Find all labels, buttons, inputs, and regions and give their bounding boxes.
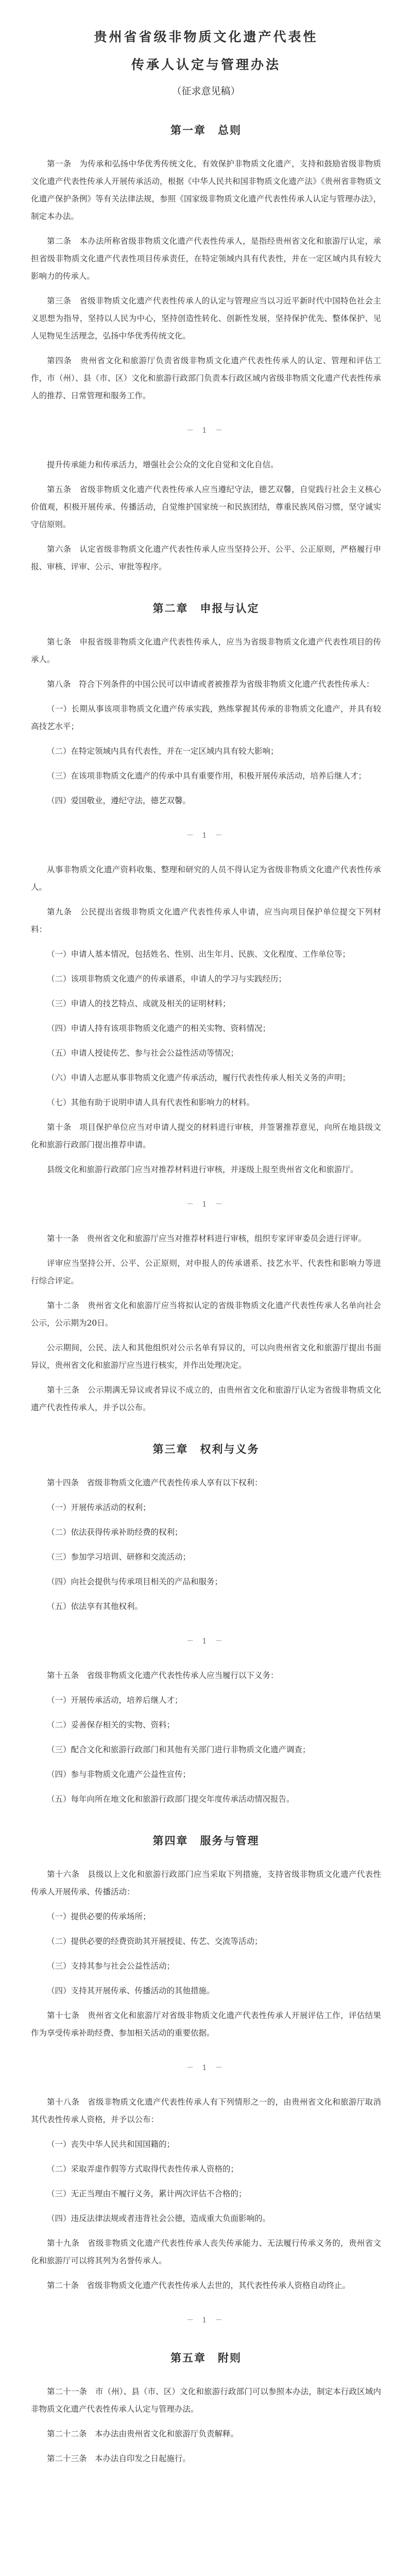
article-paragraph: 第二条 本办法所称省级非物质文化遗产代表性传承人，是指经贵州省文化和旅游厅认定，承担省级非物质文化遗产代表性项目传承责任，在特定领域内具有代表性，并在一定区域内具有较大影响力的传承人。 [31,236,381,281]
list-item: （四）申请人持有该项非物质文化遗产的相关实物、资料情况； [47,1024,271,1033]
article-paragraph: 第十九条 省级非物质文化遗产代表性传承人丧失传承能力、无法履行传承义务的，贵州省文化和旅游厅可以将其列为名誉传承人。 [31,2239,381,2265]
article-paragraph: 第一条 为传承和弘扬中华优秀传统文化，有效保护非物质文化遗产，支持和鼓励省级非物质文化遗产代表性传承人开展传承活动，根据《中华人民共和国非物质文化遗产法》《贵州省非物质文化遗产保护条例》等有关法律法规，参照《国家级非物质文化遗产代表性传承人认定与管理办法》，制定本办法。 [31,159,381,221]
article-paragraph: 评审应当坚持公开、公平、公正原则，对申报人的传承谱系、技艺水平、代表性和影响力等进行综合评定。 [31,1259,381,1285]
list-item: （二）提供必要的经费资助其开展授徒、传艺、交流等活动； [47,1937,263,1946]
page-number-separator: － 1 － [186,427,226,435]
article-paragraph: 第四条 贵州省文化和旅游厅负责省级非物质文化遗产代表性传承人的认定、管理和评估工作，市（州）、县（市、区）文化和旅游行政部门负责本行政区域内省级非物质文化遗产代表性传承人的推荐、日常管理和服务工作。 [31,356,381,400]
list-item: （二）该项非物质文化遗产的传承谱系，申请人的学习与实践经历； [47,974,287,984]
list-item: （三）参加学习培训、研修和交流活动； [47,1552,191,1562]
list-item: （一）申请人基本情况，包括姓名、性别、出生年月、民族、文化程度、工作单位等； [47,950,351,959]
list-item: （五）依法享有其他权利。 [47,1602,143,1611]
list-item: （三）配合文化和旅游行政部门和其他有关部门进行非物质文化遗产调查； [47,1745,311,1754]
article-paragraph: 第九条 公民提出省级非物质文化遗产代表性传承人申请，应当向项目保护单位提交下列材料： [31,907,381,934]
list-item: （二）依法获得传承补助经费的权利； [47,1528,183,1537]
chapter-heading-3: 第三章 权利与义务 [152,1443,260,1455]
article-paragraph: 第二十条 省级非物质文化遗产代表性传承人去世的，其代表性传承人资格自动终止。 [47,2281,351,2290]
list-item: （一）开展传承活动的权利； [47,1503,151,1512]
document-title-line-1: 贵州省省级非物质文化遗产代表性 [94,29,318,44]
list-item: （二）妥善保存相关的实物、资料； [47,1720,175,1730]
list-item: （一）提供必要的传承场所； [47,1912,151,1921]
document-subtitle: （征求意见稿） [171,86,241,97]
document-page [31,21,381,2475]
article-paragraph: 第十条 项目保护单位应当对申请人提交的材料进行审核，并签署推荐意见，向所在地县级文化和旅游行政部门提出推荐申请。 [31,1123,381,1149]
list-item: （六）申请人志愿从事非物质文化遗产传承活动，履行代表性传承人相关义务的声明； [47,1073,351,1082]
article-paragraph: 第六条 认定省级非物质文化遗产代表性传承人应当坚持公开、公平、公正原则，严格履行申报、审核、评审、公示、审批等程序。 [31,545,381,571]
list-item: （四）违反法律法规或者违背社会公德，造成重大负面影响的。 [47,2214,271,2223]
list-item: （四）爱国敬业，遵纪守法，德艺双馨。 [47,796,191,805]
article-paragraph: 第八条 符合下列条件的中国公民可以申请或者被推荐为省级非物质文化遗产代表性传承人： [47,680,374,689]
chapter-heading-5: 第五章 附则 [170,2351,242,2364]
list-item: （七）其他有助于说明申请人具有代表性和影响力的材料。 [47,1098,255,1107]
list-item: （二）采取弄虚作假等方式取得代表性传承人资格的； [47,2164,239,2174]
list-item: （二）在特定领域内具有代表性，并在一定区域内具有较大影响； [47,747,279,756]
article-paragraph: 第七条 申报省级非物质文化遗产代表性传承人，应当为省级非物质文化遗产代表性项目的传承人。 [31,637,381,664]
page-number-separator: － 1 － [186,2064,226,2072]
list-item: （四）向社会提供与传承项目相关的产品和服务； [47,1577,223,1586]
article-paragraph: 第十三条 公示期满无异议或者异议不成立的，由贵州省文化和旅游厅认定为省级非物质文化遗产代表性传承人，并予以公布。 [31,1385,381,1412]
article-paragraph: 提升传承能力和传承活力，增强社会公众的文化自觉和文化自信。 [47,460,279,469]
list-item: （四）支持其开展传承、传播活动的其他措施。 [47,1986,215,1995]
list-item: （五）每年向所在地文化和旅游行政部门提交年度传承活动情况报告。 [47,1794,295,1804]
article-paragraph: 第三条 省级非物质文化遗产代表性传承人的认定与管理应当以习近平新时代中国特色社会主义思想为指导，坚持以人民为中心，坚持创造性转化、创新性发展，坚持保护优先、整体保护、见人见物见生活理念，弘扬中华优秀传统文化。 [31,296,381,341]
chapter-heading-1: 第一章 总则 [170,124,242,137]
article-paragraph: 第二十二条 本办法由贵州省文化和旅游厅负责解释。 [47,2429,239,2438]
page-number-separator: － 1 － [186,832,226,840]
article-paragraph: 第十四条 省级非物质文化遗产代表性传承人享有以下权利： [47,1478,263,1487]
list-item: （三）申请人的技艺特点、成就及相关的证明材料； [47,999,231,1008]
document-title-line-2: 传承人认定与管理办法 [131,57,281,72]
article-paragraph: 第十八条 省级非物质文化遗产代表性传承人有下列情形之一的，由贵州省文化和旅游厅取消其代表性传承人资格，并予以公布： [31,2097,381,2124]
chapter-heading-4: 第四章 服务与管理 [152,1834,260,1847]
article-paragraph: 第十二条 贵州省文化和旅游厅应当将拟认定的省级非物质文化遗产代表性传承人名单向社会公示，公示期为20日。 [31,1301,381,1328]
page-number-separator: － 1 － [186,1637,226,1646]
chapter-heading-2: 第二章 申报与认定 [152,602,260,615]
list-item: （三）支持其参与社会公益性活动； [47,1961,175,1971]
article-paragraph: 公示期间，公民、法人和其他组织对公示名单有异议的，可以向贵州省文化和旅游厅提出书面异议，贵州省文化和旅游厅应当进行核实，并作出处理决定。 [31,1343,381,1370]
page-number-separator: － 1 － [186,2316,226,2325]
article-paragraph: 第十七条 贵州省文化和旅游厅对省级非物质文化遗产代表性传承人开展评估工作，评估结果作为享受传承补助经费、参加相关活动的重要依据。 [31,2011,381,2038]
article-paragraph: 第二十三条 本办法自印发之日起施行。 [47,2454,191,2463]
article-paragraph: 第十五条 省级非物质文化遗产代表性传承人应当履行以下义务： [47,1671,279,1680]
list-item: （三）在该项非物质文化遗产的传承中具有重要作用，积极开展传承活动，培养后继人才； [47,771,367,781]
article-paragraph: 第十六条 县级以上文化和旅游行政部门应当采取下列措施，支持省级非物质文化遗产代表性传承人开展传承、传播活动： [31,1870,381,1896]
list-item: （五）申请人授徒传艺、参与社会公益性活动等情况； [47,1048,239,1058]
list-item: （三）无正当理由不履行义务，累计两次评估不合格的； [47,2189,247,2198]
article-paragraph: 第五条 省级非物质文化遗产代表性传承人应当遵纪守法，德艺双馨，自觉践行社会主义核心价值观，积极开展传承、传播活动，自觉维护国家统一和民族团结，尊重民族风俗习惯，坚守诚实守信原则。 [31,485,381,529]
article-paragraph: 第十一条 贵州省文化和旅游厅应当对推荐材料进行审核，组织专家评审委员会进行评审。 [47,1234,367,1243]
list-item: （一）丧失中华人民共和国国籍的； [47,2140,175,2149]
article-paragraph: 第二十一条 市（州）、县（市、区）文化和旅游行政部门可以参照本办法，制定本行政区域内非物质文化遗产代表性传承人认定与管理办法。 [31,2387,381,2414]
page-number-separator: － 1 － [186,1200,226,1209]
list-item: （一）长期从事该项非物质文化遗产传承实践，熟练掌握其传承的非物质文化遗产，并具有较高技艺水平； [31,704,381,731]
article-paragraph: 县级文化和旅游行政部门应当对推荐材料进行审核，并逐级上报至贵州省文化和旅游厅。 [47,1165,358,1174]
list-item: （一）开展传承活动，培养后继人才； [47,1696,183,1705]
list-item: （四）参与非物质文化遗产公益性宣传； [47,1770,191,1779]
article-paragraph: 从事非物质文化遗产资料收集、整理和研究的人员不得认定为省级非物质文化遗产代表性传承人。 [31,865,381,892]
